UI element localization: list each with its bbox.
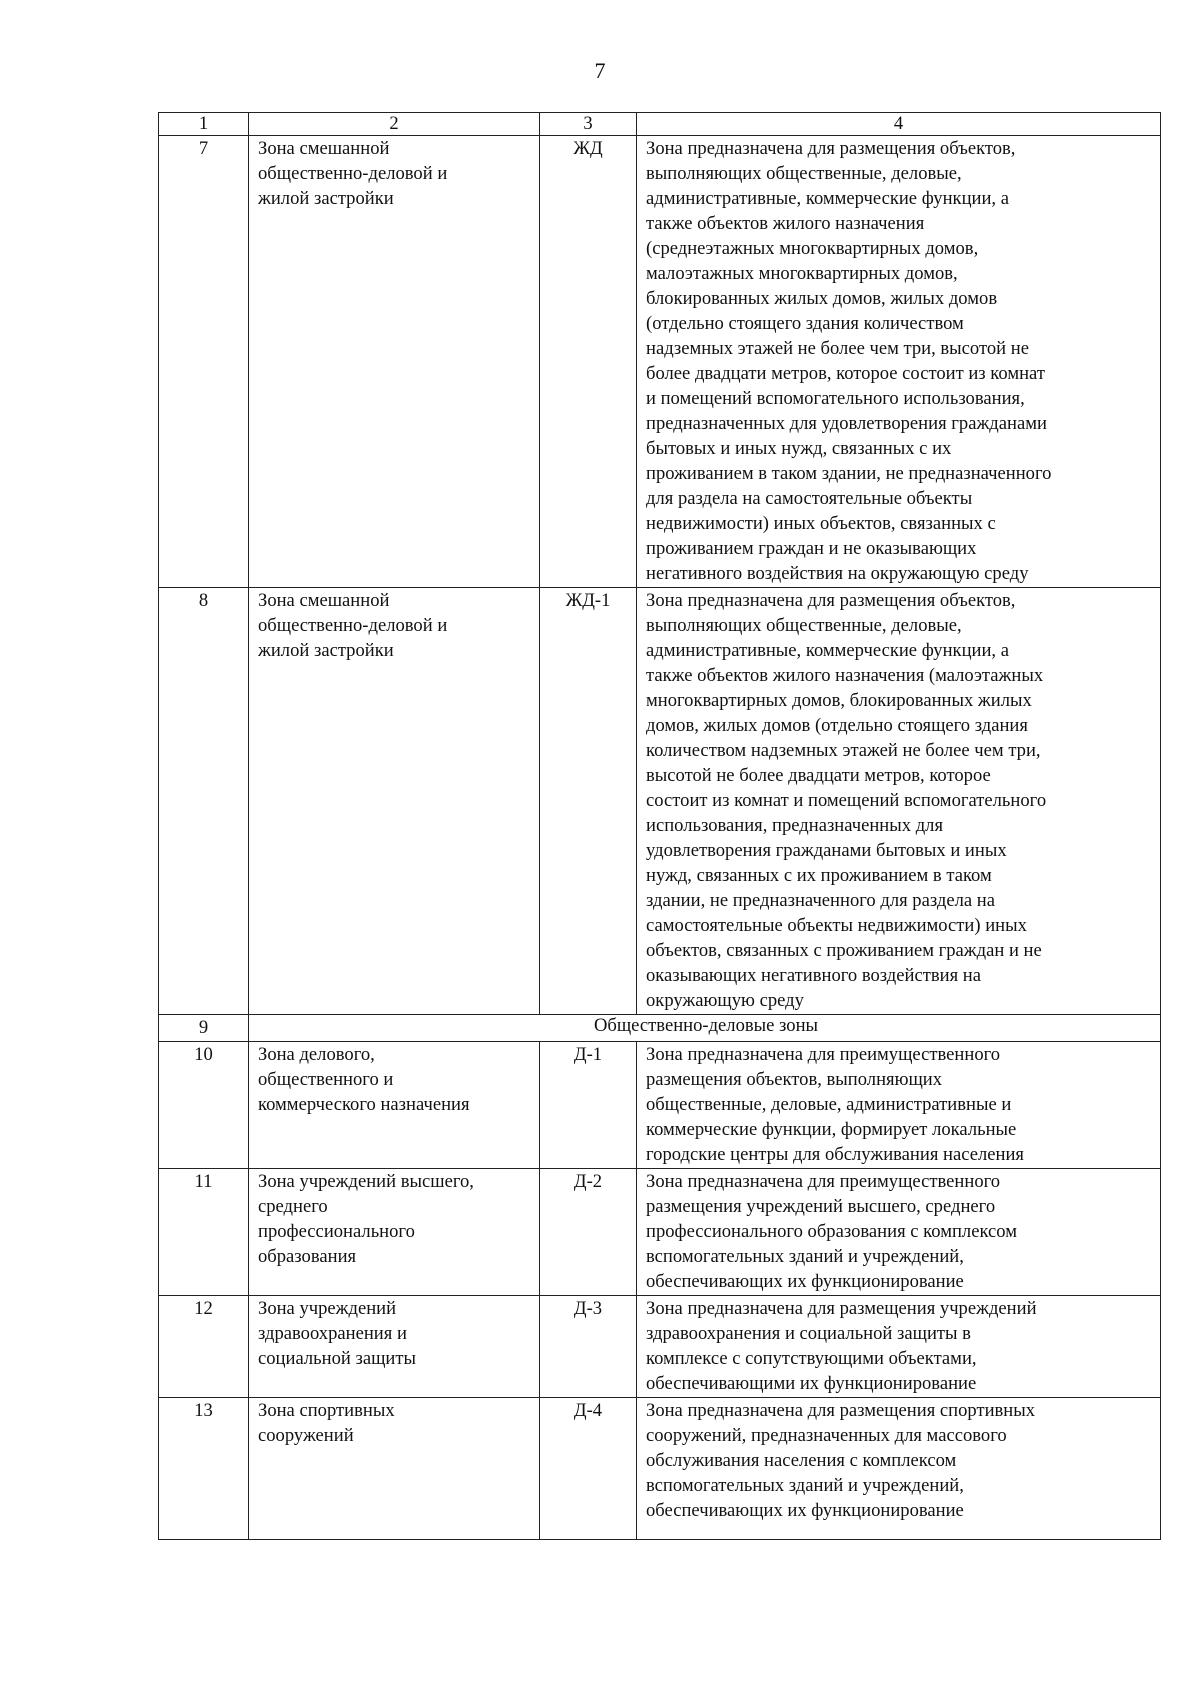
column-header: 1 — [159, 113, 249, 136]
page-number: 7 — [594, 58, 606, 83]
zone-name: Зона учреждений здравоохранения и социальной защиты — [249, 1296, 540, 1398]
column-header: 4 — [637, 113, 1161, 136]
zone-description: Зона предназначена для преимущественного размещения объектов, выполняющих общественные, деловые, административные и коммерческие функции, формирует локальные городские центры для обслуживания населения — [637, 1042, 1161, 1169]
zone-code: Д-1 — [540, 1042, 637, 1169]
zone-name: Зона учреждений высшего, среднего профессионального образования — [249, 1169, 540, 1296]
zone-code: ЖД — [540, 136, 637, 588]
zone-description: Зона предназначена для размещения объектов, выполняющих общественные, деловые, административные, коммерческие функции, а также объектов жилого назначения (малоэтажных многоквартирных домов, блокированных жилых домов, жилых домов (отдельно стоящего здания количеством надземных этажей не более чем три, высотой не более двадцати метров, которое состоит из комнат и помещений вспомогательного использования, предназначенных для удовлетворения гражданами бытовых и иных нужд, связанных с их проживанием в таком здании, не предназначенного для раздела на самостоятельные объекты недвижимости) иных объектов, связанных с проживанием граждан и не оказывающих негативного воздействия на окружающую среду — [637, 588, 1161, 1015]
row-number: 12 — [159, 1296, 249, 1398]
zone-code: Д-4 — [540, 1398, 637, 1540]
table-header-row — [159, 113, 1161, 136]
table-row — [159, 136, 1161, 588]
table-row — [159, 1169, 1161, 1296]
row-number: 8 — [159, 588, 249, 1015]
zone-name: Зона спортивных сооружений — [249, 1398, 540, 1540]
section-row — [159, 1015, 1161, 1042]
table-row — [159, 1398, 1161, 1540]
column-header: 3 — [540, 113, 637, 136]
column-header: 2 — [249, 113, 540, 136]
row-number: 13 — [159, 1398, 249, 1540]
row-number: 9 — [159, 1015, 249, 1042]
zone-description: Зона предназначена для преимущественного размещения учреждений высшего, среднего профессионального образования с комплексом вспомогательных зданий и учреждений, обеспечивающих их функционирование — [637, 1169, 1161, 1296]
zones-table — [158, 112, 1161, 1540]
zone-code: Д-2 — [540, 1169, 637, 1296]
zone-description: Зона предназначена для размещения объектов, выполняющих общественные, деловые, административные, коммерческие функции, а также объектов жилого назначения (среднеэтажных многоквартирных домов, малоэтажных многоквартирных домов, блокированных жилых домов, жилых домов (отдельно стоящего здания количеством надземных этажей не более чем три, высотой не более двадцати метров, которое состоит из комнат и помещений вспомогательного использования, предназначенных для удовлетворения гражданами бытовых и иных нужд, связанных с их проживанием в таком здании, не предназначенного для раздела на самостоятельные объекты недвижимости) иных объектов, связанных с проживанием граждан и не оказывающих негативного воздействия на окружающую среду — [637, 136, 1161, 588]
table-row — [159, 1042, 1161, 1169]
zone-code: Д-3 — [540, 1296, 637, 1398]
zone-name: Зона смешанной общественно-деловой и жилой застройки — [249, 588, 540, 1015]
table-row — [159, 588, 1161, 1015]
zone-name: Зона смешанной общественно-деловой и жилой застройки — [249, 136, 540, 588]
section-title: Общественно-деловые зоны — [249, 1015, 1161, 1042]
row-number: 11 — [159, 1169, 249, 1296]
zone-name: Зона делового, общественного и коммерческого назначения — [249, 1042, 540, 1169]
zone-description: Зона предназначена для размещения учреждений здравоохранения и социальной защиты в комплексе с сопутствующими объектами, обеспечивающими их функционирование — [637, 1296, 1161, 1398]
zone-code: ЖД-1 — [540, 588, 637, 1015]
row-number: 7 — [159, 136, 249, 588]
row-number: 10 — [159, 1042, 249, 1169]
zone-description: Зона предназначена для размещения спортивных сооружений, предназначенных для массового обслуживания населения с комплексом вспомогательных зданий и учреждений, обеспечивающих их функционирование — [637, 1398, 1161, 1540]
table-row — [159, 1296, 1161, 1398]
